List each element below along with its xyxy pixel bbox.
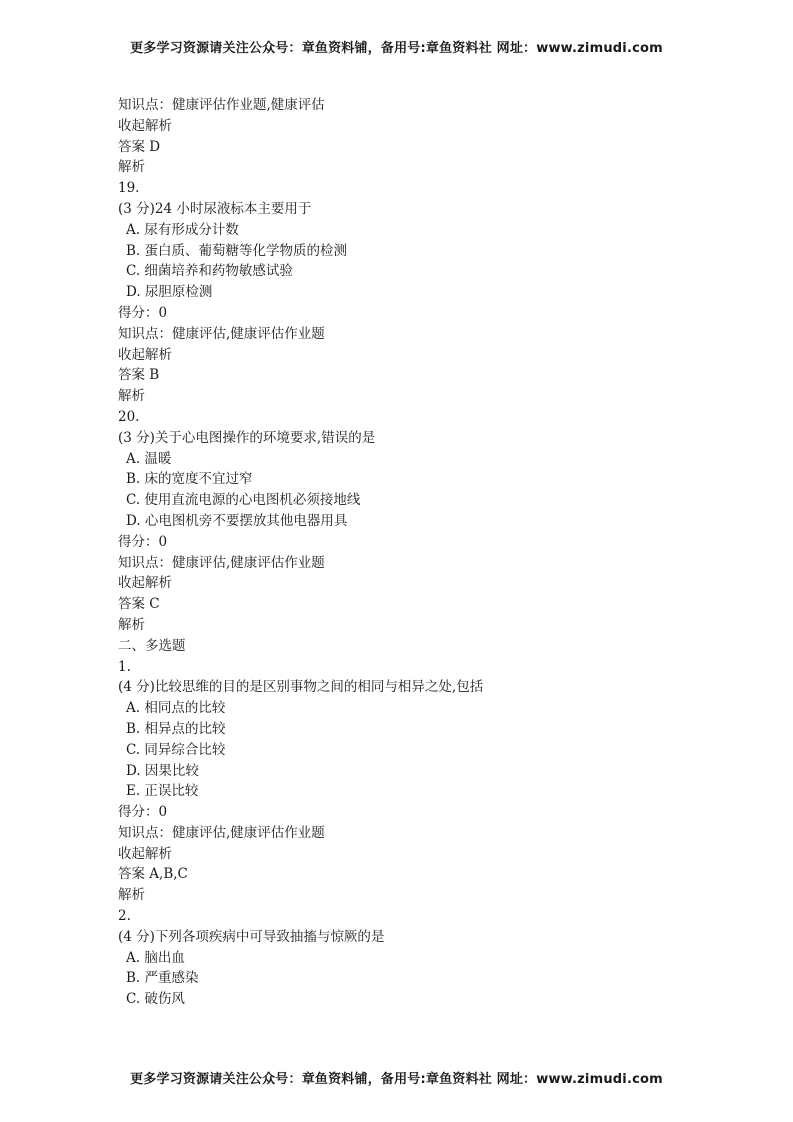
text-line: 知识点：健康评估,健康评估作业题 bbox=[118, 325, 325, 342]
text-line: 答案 C bbox=[118, 596, 160, 613]
text-line: 知识点：健康评估,健康评估作业题 bbox=[118, 824, 325, 841]
text-line: 得分：0 bbox=[118, 804, 168, 821]
answer-option: A. 相同点的比较 bbox=[126, 700, 226, 717]
text-line: 收起解析 bbox=[118, 845, 172, 862]
answer-option: D. 因果比较 bbox=[126, 762, 199, 779]
text-line: 20. bbox=[118, 408, 140, 425]
answer-option: C. 同异综合比较 bbox=[126, 741, 226, 758]
answer-option: D. 尿胆原检测 bbox=[126, 284, 213, 301]
document-body bbox=[118, 95, 718, 1010]
answer-option: C. 使用直流电源的心电图机必须接地线 bbox=[126, 492, 361, 509]
text-line: 答案 D bbox=[118, 138, 161, 155]
text-line: 收起解析 bbox=[118, 346, 172, 363]
text-line: 二、多选题 bbox=[118, 637, 186, 654]
text-line: (3 分)24 小时尿液标本主要用于 bbox=[118, 200, 312, 217]
text-line: 解析 bbox=[118, 159, 145, 176]
text-line: 解析 bbox=[118, 616, 145, 633]
text-line: 2. bbox=[118, 908, 131, 925]
text-line: 知识点：健康评估,健康评估作业题 bbox=[118, 554, 325, 571]
answer-option: A. 脑出血 bbox=[126, 949, 185, 966]
text-line: 解析 bbox=[118, 388, 145, 405]
text-line: (4 分)比较思维的目的是区别事物之间的相同与相异之处,包括 bbox=[118, 679, 484, 696]
answer-option: A. 尿有形成分计数 bbox=[126, 221, 239, 238]
answer-option: B. 蛋白质、葡萄糖等化学物质的检测 bbox=[126, 242, 348, 259]
text-line: 答案 B bbox=[118, 367, 160, 384]
header-banner: 更多学习资源请关注公众号：章鱼资料铺，备用号:章鱼资料社 网址：www.zimudi.com bbox=[130, 41, 663, 56]
answer-option: B. 严重感染 bbox=[126, 970, 199, 987]
text-line: 答案 A,B,C bbox=[118, 866, 188, 883]
answer-option: B. 相异点的比较 bbox=[126, 720, 226, 737]
footer-banner: 更多学习资源请关注公众号：章鱼资料铺，备用号:章鱼资料社 网址：www.zimudi.com bbox=[130, 1072, 663, 1087]
answer-option: A. 温暖 bbox=[126, 450, 172, 467]
answer-option: C. 细菌培养和药物敏感试验 bbox=[126, 263, 293, 280]
text-line: (3 分)关于心电图操作的环境要求,错误的是 bbox=[118, 429, 376, 446]
text-line: (4 分)下列各项疾病中可导致抽搐与惊厥的是 bbox=[118, 928, 385, 945]
text-line: 得分：0 bbox=[118, 533, 168, 550]
answer-option: C. 破伤风 bbox=[126, 991, 185, 1008]
answer-option: B. 床的宽度不宜过窄 bbox=[126, 471, 253, 488]
text-line: 得分：0 bbox=[118, 304, 168, 321]
text-line: 知识点：健康评估作业题,健康评估 bbox=[118, 97, 325, 113]
text-line: 19. bbox=[118, 180, 140, 197]
text-line: 1. bbox=[118, 658, 131, 675]
text-line: 收起解析 bbox=[118, 575, 172, 592]
answer-option: D. 心电图机旁不要摆放其他电器用具 bbox=[126, 512, 348, 529]
answer-option: E. 正误比较 bbox=[126, 783, 199, 800]
text-line: 收起解析 bbox=[118, 117, 172, 134]
text-line: 解析 bbox=[118, 887, 145, 904]
